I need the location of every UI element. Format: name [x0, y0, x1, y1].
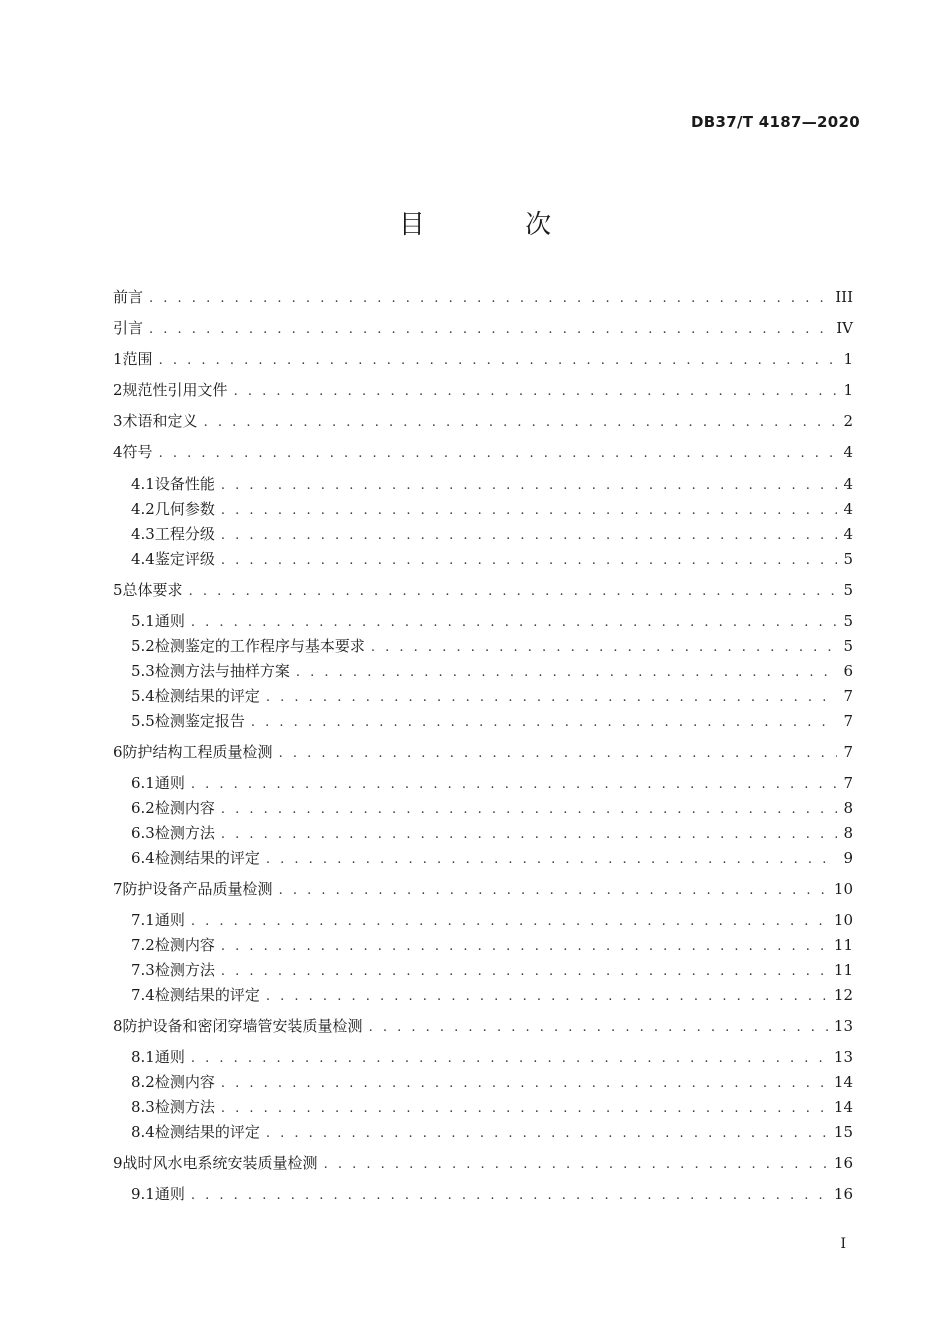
toc-entry-label: 检测内容 — [154, 1073, 215, 1091]
toc-entry-page: 7 — [843, 712, 853, 730]
toc-entry-number: 8.2 — [131, 1073, 155, 1091]
toc-entry-label: 检测内容 — [154, 799, 215, 817]
toc-entry-page: 4 — [843, 443, 853, 461]
toc-entry-page: 13 — [833, 1048, 853, 1066]
toc-entry-page: 1 — [843, 350, 853, 368]
dot-leader — [296, 662, 838, 684]
toc-entry-label: 防护结构工程质量检测 — [122, 743, 273, 761]
toc-entry-page: III — [835, 288, 853, 306]
dot-leader — [266, 849, 838, 871]
dot-leader — [234, 381, 838, 403]
toc-entry-number: 8.3 — [131, 1098, 155, 1116]
toc-entry-number: 7.1 — [131, 911, 155, 929]
toc-entry-label: 检测内容 — [154, 936, 215, 954]
toc-entry-page: 4 — [843, 475, 853, 493]
dot-leader — [221, 475, 838, 497]
toc-entry-page: 1 — [843, 381, 853, 399]
dot-leader — [324, 1154, 828, 1176]
toc-entry-page: IV — [836, 319, 853, 337]
toc-entry[interactable] — [131, 1096, 853, 1118]
toc-entry[interactable] — [113, 410, 853, 432]
toc-entry-label: 防护设备和密闭穿墙管安装质量检测 — [122, 1017, 363, 1035]
toc-entry-page: 15 — [833, 1123, 853, 1141]
toc-entry-label: 检测方法 — [154, 1098, 215, 1116]
toc-entry-number: 5.4 — [131, 687, 155, 705]
toc-entry[interactable] — [131, 710, 853, 732]
dot-leader — [149, 319, 830, 341]
toc-entry[interactable] — [131, 797, 853, 819]
toc-entry-number: 7 — [113, 880, 123, 898]
toc-entry-label: 工程分级 — [154, 525, 215, 543]
toc-entry-label: 检测鉴定报告 — [154, 712, 245, 730]
toc-entry[interactable] — [113, 379, 853, 401]
toc-entry-page: 5 — [843, 550, 853, 568]
dot-leader — [191, 911, 828, 933]
toc-entry[interactable] — [131, 1071, 853, 1093]
dot-leader — [191, 774, 838, 796]
dot-leader — [221, 500, 838, 522]
toc-entry-label: 战时风水电系统安装质量检测 — [122, 1154, 318, 1172]
toc-entry-page: 7 — [843, 743, 853, 761]
toc-entry[interactable] — [131, 909, 853, 931]
toc-entry-label: 符号 — [122, 443, 153, 461]
toc-entry-label: 检测鉴定的工作程序与基本要求 — [154, 637, 365, 655]
toc-entry-page: 12 — [833, 986, 853, 1004]
toc-entry-label: 检测方法 — [154, 824, 215, 842]
toc-entry-label: 通则 — [154, 612, 185, 630]
toc-entry-label: 通则 — [154, 911, 185, 929]
toc-entry[interactable] — [131, 1046, 853, 1068]
toc-entry-number: 4 — [113, 443, 123, 461]
dot-leader — [221, 1073, 828, 1095]
page-number: I — [840, 1236, 846, 1252]
toc-entry[interactable] — [131, 772, 853, 794]
toc-entry-page: 8 — [843, 824, 853, 842]
toc-entry-label: 检测结果的评定 — [154, 849, 260, 867]
toc-entry-label: 检测结果的评定 — [154, 986, 260, 1004]
toc-entry-label: 鉴定评级 — [154, 550, 215, 568]
dot-leader — [279, 880, 828, 902]
dot-leader — [371, 637, 838, 659]
dot-leader — [149, 288, 829, 310]
dot-leader — [159, 443, 838, 465]
toc-entry-label: 检测方法与抽样方案 — [154, 662, 290, 680]
toc-entry-page: 4 — [843, 525, 853, 543]
toc-entry[interactable] — [113, 317, 853, 339]
toc-entry-label: 总体要求 — [122, 581, 183, 599]
toc-entry-number: 4.2 — [131, 500, 155, 518]
toc-entry-number: 5.3 — [131, 662, 155, 680]
toc-entry-page: 2 — [843, 412, 853, 430]
dot-leader — [221, 961, 828, 983]
toc-entry[interactable] — [113, 286, 853, 308]
dot-leader — [221, 799, 838, 821]
toc-entry[interactable] — [113, 1152, 853, 1174]
dot-leader — [204, 412, 838, 434]
toc-entry[interactable] — [131, 498, 853, 520]
toc-entry[interactable] — [131, 660, 853, 682]
dot-leader — [191, 1048, 828, 1070]
toc-entry[interactable] — [131, 847, 853, 869]
toc-entry-number: 6.2 — [131, 799, 155, 817]
toc-entry-label: 术语和定义 — [122, 412, 198, 430]
toc-entry-number: 4.3 — [131, 525, 155, 543]
toc-entry-number: 6.1 — [131, 774, 155, 792]
toc-entry-page: 10 — [833, 880, 853, 898]
toc-entry-page: 11 — [833, 961, 853, 979]
toc-entry-page: 11 — [833, 936, 853, 954]
toc-entry[interactable] — [131, 1121, 853, 1143]
toc-entry-label: 范围 — [122, 350, 153, 368]
toc-entry-page: 16 — [833, 1185, 853, 1203]
toc-entry-number: 1 — [113, 350, 123, 368]
toc-entry-page: 5 — [843, 612, 853, 630]
toc-entry-page: 14 — [833, 1073, 853, 1091]
toc-entry[interactable] — [131, 1183, 853, 1205]
toc-entry-label: 检测方法 — [154, 961, 215, 979]
toc-entry[interactable] — [113, 579, 853, 601]
toc-entry-page: 9 — [843, 849, 853, 867]
toc-entry[interactable] — [131, 984, 853, 1006]
toc-entry[interactable] — [131, 635, 853, 657]
dot-leader — [369, 1017, 828, 1039]
toc-entry-page: 4 — [843, 500, 853, 518]
toc-entry-label: 几何参数 — [154, 500, 215, 518]
toc-entry-number: 9 — [113, 1154, 123, 1172]
toc-entry-number: 9.1 — [131, 1185, 155, 1203]
toc-entry[interactable] — [113, 348, 853, 370]
toc-entry[interactable] — [113, 441, 853, 463]
toc-entry-number: 3 — [113, 412, 123, 430]
dot-leader — [159, 350, 838, 372]
toc-entry-label: 规范性引用文件 — [122, 381, 228, 399]
toc-entry[interactable] — [131, 959, 853, 981]
toc-entry-label: 防护设备产品质量检测 — [122, 880, 273, 898]
toc-entry[interactable] — [131, 685, 853, 707]
toc-entry-label: 通则 — [154, 1185, 185, 1203]
toc-entry-number: 7.3 — [131, 961, 155, 979]
toc-entry-page: 5 — [843, 581, 853, 599]
toc-entry-label: 设备性能 — [154, 475, 215, 493]
toc-entry[interactable] — [131, 523, 853, 545]
toc-entry-number: 4.4 — [131, 550, 155, 568]
toc-entry-number: 5.1 — [131, 612, 155, 630]
page-title: 目 次 — [398, 210, 598, 240]
dot-leader — [279, 743, 838, 765]
toc-entry-number: 7.2 — [131, 936, 155, 954]
dot-leader — [191, 612, 838, 634]
dot-leader — [251, 712, 838, 734]
toc-entry-page: 8 — [843, 799, 853, 817]
toc-entry-page: 7 — [843, 687, 853, 705]
toc-entry[interactable] — [131, 610, 853, 632]
toc-entry-number: 6 — [113, 743, 123, 761]
toc-entry-page: 10 — [833, 911, 853, 929]
toc-entry-label: 检测结果的评定 — [154, 687, 260, 705]
toc-entry-number: 5.2 — [131, 637, 155, 655]
dot-leader — [221, 936, 828, 958]
toc-entry-page: 14 — [833, 1098, 853, 1116]
dot-leader — [189, 581, 838, 603]
toc-entry[interactable] — [113, 1015, 853, 1037]
dot-leader — [221, 550, 838, 572]
toc-entry-page: 7 — [843, 774, 853, 792]
toc-entry-label: 通则 — [154, 1048, 185, 1066]
standard-code: DB37/T 4187—2020 — [691, 113, 860, 131]
toc-entry-label: 引言 — [113, 319, 144, 337]
toc-entry-page: 6 — [843, 662, 853, 680]
toc-entry-number: 6.4 — [131, 849, 155, 867]
toc-entry-number: 5.5 — [131, 712, 155, 730]
dot-leader — [191, 1185, 828, 1207]
toc-entry-number: 8.1 — [131, 1048, 155, 1066]
dot-leader — [266, 986, 828, 1008]
toc-entry-number: 6.3 — [131, 824, 155, 842]
dot-leader — [266, 1123, 828, 1145]
toc-entry-page: 13 — [833, 1017, 853, 1035]
toc-entry-number: 8.4 — [131, 1123, 155, 1141]
toc-entry-label: 通则 — [154, 774, 185, 792]
dot-leader — [221, 1098, 828, 1120]
toc-entry[interactable] — [131, 548, 853, 570]
dot-leader — [221, 525, 838, 547]
toc-entry-label: 前言 — [113, 288, 144, 306]
toc-entry[interactable] — [131, 822, 853, 844]
toc-entry[interactable] — [131, 473, 853, 495]
toc-entry[interactable] — [113, 878, 853, 900]
dot-leader — [266, 687, 838, 709]
toc-entry[interactable] — [131, 934, 853, 956]
toc-entry-number: 5 — [113, 581, 123, 599]
toc-entry-number: 2 — [113, 381, 123, 399]
toc-entry[interactable] — [113, 741, 853, 763]
toc-entry-number: 4.1 — [131, 475, 155, 493]
toc-entry-page: 16 — [833, 1154, 853, 1172]
toc-entry-page: 5 — [843, 637, 853, 655]
toc-entry-label: 检测结果的评定 — [154, 1123, 260, 1141]
toc-entry-number: 8 — [113, 1017, 123, 1035]
toc-entry-number: 7.4 — [131, 986, 155, 1004]
dot-leader — [221, 824, 838, 846]
